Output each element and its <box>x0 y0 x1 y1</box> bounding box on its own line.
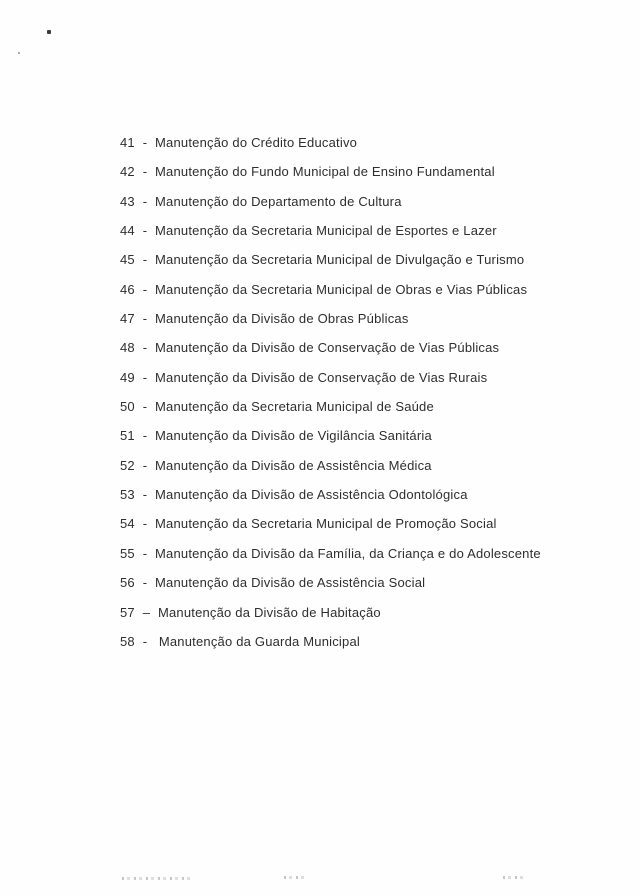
item-separator: - <box>142 457 148 473</box>
item-number: 45 <box>120 252 135 268</box>
item-separator: - <box>142 281 148 297</box>
scan-speck <box>18 52 20 54</box>
item-label: Manutenção do Fundo Municipal de Ensino Fundamental <box>155 164 495 180</box>
item-number: 50 <box>120 399 135 415</box>
list-item <box>120 194 590 223</box>
list-item <box>120 458 590 487</box>
list-item <box>120 340 590 369</box>
item-number: 56 <box>120 575 135 591</box>
item-separator: - <box>142 516 148 532</box>
item-separator: - <box>142 399 148 415</box>
item-number: 48 <box>120 340 135 356</box>
item-label: Manutenção da Secretaria Municipal de Promoção Social <box>155 516 497 532</box>
item-number: 41 <box>120 135 135 150</box>
item-label: Manutenção da Divisão de Assistência Odontológica <box>155 487 468 503</box>
list-item <box>120 164 590 193</box>
list-item <box>120 311 590 340</box>
item-number: 46 <box>120 281 135 297</box>
item-separator: - <box>142 545 148 561</box>
item-separator: - <box>142 633 148 649</box>
item-label: Manutenção da Divisão da Família, da Criança e do Adolescente <box>155 545 541 561</box>
item-separator: - <box>142 135 148 150</box>
item-number: 57 <box>120 604 135 620</box>
scan-speck <box>47 30 51 34</box>
list-item <box>120 634 590 663</box>
item-separator: - <box>142 575 148 591</box>
item-number: 52 <box>120 457 135 473</box>
list-item <box>120 135 590 164</box>
item-number: 58 <box>120 633 135 649</box>
item-separator: - <box>142 252 148 268</box>
item-label: Manutenção da Secretaria Municipal de Esportes e Lazer <box>155 223 497 239</box>
item-separator: - <box>142 311 148 327</box>
list-item <box>120 428 590 457</box>
list-item <box>120 370 590 399</box>
item-separator: - <box>142 487 148 503</box>
list-item <box>120 282 590 311</box>
item-separator: - <box>142 223 148 239</box>
list-item <box>120 487 590 516</box>
list-item <box>120 399 590 428</box>
item-separator: - <box>142 428 148 444</box>
list-item <box>120 516 590 545</box>
item-label: Manutenção da Guarda Municipal <box>155 633 360 649</box>
item-label: Manutenção do Crédito Educativo <box>155 135 358 150</box>
item-label: Manutenção da Divisão de Vigilância Sanitária <box>155 428 432 444</box>
item-label: Manutenção do Departamento de Cultura <box>155 193 402 209</box>
item-separator: - <box>142 369 148 385</box>
list-item <box>120 575 590 604</box>
item-number: 54 <box>120 516 135 532</box>
item-separator: – <box>142 604 151 620</box>
item-number: 55 <box>120 545 135 561</box>
scan-noise <box>503 876 523 879</box>
list-item <box>120 223 590 252</box>
item-number: 51 <box>120 428 135 444</box>
item-label: Manutenção da Divisão de Conservação de Vias Públicas <box>155 340 500 356</box>
scan-noise <box>284 876 304 879</box>
item-label: Manutenção da Secretaria Municipal de Saúde <box>155 399 434 415</box>
item-number: 43 <box>120 193 135 209</box>
item-label: Manutenção da Divisão de Assistência Social <box>155 575 426 591</box>
item-label: Manutenção da Divisão de Assistência Médica <box>155 457 432 473</box>
item-label: Manutenção da Divisão de Conservação de Vias Rurais <box>155 369 488 385</box>
list-item <box>120 605 590 634</box>
item-label: Manutenção da Secretaria Municipal de Obras e Vias Públicas <box>155 281 528 297</box>
item-number: 53 <box>120 487 135 503</box>
item-label: Manutenção da Divisão de Habitação <box>157 604 381 620</box>
item-separator: - <box>142 193 148 209</box>
item-label: Manutenção da Divisão de Obras Públicas <box>155 311 409 327</box>
item-number: 44 <box>120 223 135 239</box>
item-number: 42 <box>120 164 135 180</box>
item-separator: - <box>142 340 148 356</box>
list-item <box>120 252 590 281</box>
scan-noise <box>122 877 194 880</box>
budget-item-list <box>120 135 590 663</box>
list-item <box>120 546 590 575</box>
item-separator: - <box>142 164 148 180</box>
item-number: 47 <box>120 311 135 327</box>
item-number: 49 <box>120 369 135 385</box>
item-label: Manutenção da Secretaria Municipal de Divulgação e Turismo <box>155 252 525 268</box>
